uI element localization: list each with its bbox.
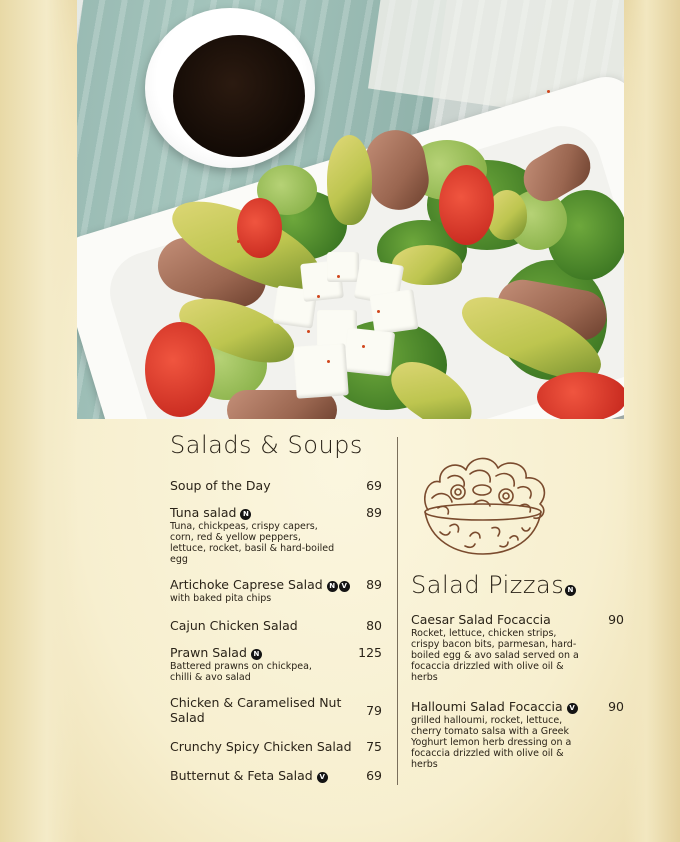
menu-item — [170, 505, 382, 565]
menu-item-description: with baked pita chips — [170, 593, 272, 605]
menu-item-name-text: Crunchy Spicy Chicken Salad — [170, 739, 352, 755]
menu-item-row — [411, 699, 624, 714]
menu-item-name — [170, 645, 262, 660]
menu-item-price: 75 — [366, 739, 382, 755]
menu-item-price: 79 — [366, 703, 382, 719]
menu-item-name-text: Artichoke Caprese Salad — [170, 577, 323, 593]
menu-item-price: 90 — [608, 699, 624, 715]
column-divider — [397, 437, 398, 785]
menu-item-name-text: Soup of the Day — [170, 478, 271, 494]
menu-item-description: grilled halloumi, rocket, lettuce, cherry tomato salsa with a Greek Yoghurt lemon herb dressing on a focaccia drizzled with olive oil & herbs — [411, 715, 572, 771]
menu-item-name-text: Tuna salad — [170, 505, 237, 521]
menu-item — [170, 478, 382, 493]
menu-item-description: Tuna, chickpeas, crispy capers, corn, red & yellow peppers, lettuce, rocket, basil & hard-boiled egg — [170, 521, 335, 566]
menu-item-name-text: Caesar Salad Focaccia — [411, 612, 551, 628]
menu-item — [170, 577, 382, 604]
menu-item-row — [170, 739, 382, 754]
menu-item-name-text: Cajun Chicken Salad — [170, 618, 298, 634]
menu-item-price: 89 — [366, 577, 382, 593]
menu-item — [170, 768, 382, 783]
menu-item-name — [170, 478, 271, 493]
menu-item — [411, 612, 624, 683]
menu-item-price: 90 — [608, 612, 624, 628]
menu-item — [170, 618, 382, 633]
menu-item-description: Battered prawns on chickpea, chilli & avo salad — [170, 661, 312, 684]
menu-item-row — [170, 645, 382, 660]
menu-item — [170, 695, 382, 725]
menu-items-list — [170, 478, 382, 783]
menu-item-name — [411, 612, 551, 627]
page-edge-left — [0, 0, 78, 842]
menu-item-row — [170, 695, 382, 725]
menu-item-price: 125 — [358, 645, 382, 661]
menu-item-name-text: Prawn Salad — [170, 645, 247, 661]
salad-photo — [77, 0, 624, 419]
page-edge-right — [624, 0, 680, 842]
menu-item-name-text: Halloumi Salad Focaccia — [411, 699, 563, 715]
section-title — [411, 572, 624, 598]
nut-badge-icon: N — [240, 509, 251, 520]
balsamic-sauce — [173, 35, 305, 157]
menu-item-price: 69 — [366, 478, 382, 494]
menu-item-price: 80 — [366, 618, 382, 634]
menu-item-name — [170, 739, 352, 754]
nut-badge-icon: N — [327, 581, 338, 592]
nut-badge-icon: N — [251, 649, 262, 660]
menu-item-name — [170, 695, 360, 725]
menu-item-name-text: Butternut & Feta Salad — [170, 768, 313, 784]
vegetarian-badge-icon: V — [567, 703, 578, 714]
salad-bowl-illustration-icon — [410, 448, 556, 563]
vegetarian-badge-icon: V — [339, 581, 350, 592]
vegetarian-badge-icon: V — [317, 772, 328, 783]
nut-badge-icon: N — [565, 585, 576, 596]
menu-item-row — [411, 612, 624, 627]
menu-item — [170, 739, 382, 754]
menu-item-name-text: Chicken & Caramelised Nut Salad — [170, 695, 342, 726]
menu-item-description: Rocket, lettuce, chicken strips, crispy bacon bits, parmesan, hard-boiled egg & avo salad served on a focaccia drizzled with olive oil & herbs — [411, 628, 579, 684]
menu-item-name — [170, 618, 298, 633]
menu-item-name — [170, 577, 350, 592]
menu-item-row — [170, 577, 382, 592]
salad-pizzas-section — [411, 572, 624, 770]
menu-item-row — [170, 618, 382, 633]
menu-item-name — [170, 505, 251, 520]
menu-item-price: 89 — [366, 505, 382, 521]
menu-item-row — [170, 505, 382, 520]
menu-item — [411, 699, 624, 770]
section-title: Salads & Soups — [170, 431, 363, 459]
menu-item-name — [411, 699, 578, 714]
menu-items-list — [411, 612, 624, 770]
menu-item-row — [170, 478, 382, 493]
menu-item-price: 69 — [366, 768, 382, 784]
menu-item-row — [170, 768, 382, 783]
menu-item-name — [170, 768, 328, 783]
menu-item — [170, 645, 382, 683]
salads-soups-section — [170, 432, 382, 783]
section-title-text: Salad Pizzas — [411, 571, 565, 599]
